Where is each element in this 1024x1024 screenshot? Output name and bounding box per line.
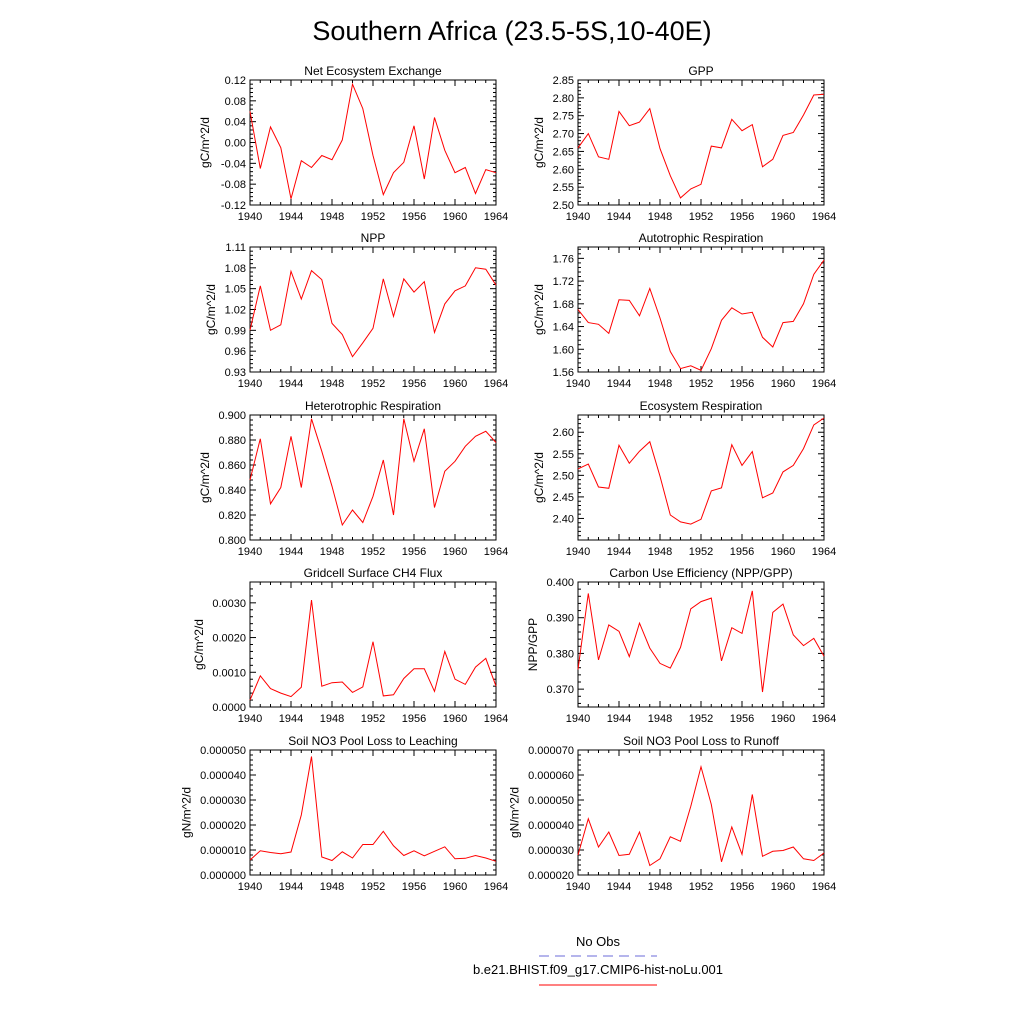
y-tick-label: 0.000030 bbox=[528, 845, 574, 857]
y-axis-label: gC/m^2/d bbox=[198, 117, 212, 168]
x-tick-label: 1944 bbox=[278, 881, 304, 893]
x-tick-label: 1940 bbox=[237, 881, 263, 893]
x-tick-label: 1944 bbox=[606, 713, 632, 725]
y-tick-label: 1.56 bbox=[552, 367, 574, 379]
panel-title: Heterotrophic Respiration bbox=[304, 399, 442, 413]
x-tick-label: 1964 bbox=[483, 713, 509, 725]
y-tick-label: 0.000020 bbox=[200, 820, 246, 832]
y-tick-label: 0.000070 bbox=[528, 745, 574, 757]
x-tick-label: 1964 bbox=[811, 881, 837, 893]
panel-grid bbox=[179, 64, 836, 893]
y-tick-label: 0.900 bbox=[218, 410, 246, 422]
x-tick-label: 1964 bbox=[483, 881, 509, 893]
x-tick-label: 1952 bbox=[688, 881, 714, 893]
series-line bbox=[250, 419, 496, 525]
x-tick-label: 1944 bbox=[278, 546, 304, 558]
series-line bbox=[578, 767, 824, 866]
x-tick-label: 1948 bbox=[647, 713, 673, 725]
x-tick-label: 1944 bbox=[606, 546, 632, 558]
x-tick-label: 1956 bbox=[401, 881, 427, 893]
x-tick-label: 1956 bbox=[729, 881, 755, 893]
x-tick-label: 1944 bbox=[278, 713, 304, 725]
x-tick-label: 1940 bbox=[237, 713, 263, 725]
y-tick-label: 0.000000 bbox=[200, 870, 246, 882]
y-tick-label: 2.65 bbox=[552, 146, 574, 159]
x-tick-label: 1964 bbox=[811, 211, 837, 223]
x-tick-label: 1964 bbox=[483, 378, 509, 390]
y-axis-label: gC/m^2/d bbox=[532, 284, 547, 335]
y-tick-label: 0.370 bbox=[546, 684, 574, 697]
y-tick-label: 2.80 bbox=[552, 92, 574, 105]
x-tick-label: 1964 bbox=[483, 546, 509, 558]
y-tick-label: 0.390 bbox=[546, 612, 574, 625]
y-tick-label: 2.85 bbox=[552, 75, 574, 87]
x-tick-label: 1952 bbox=[688, 546, 714, 558]
y-tick-label: 0.000040 bbox=[200, 770, 246, 782]
chart-panel-9 bbox=[179, 734, 508, 893]
x-tick-label: 1956 bbox=[729, 713, 755, 725]
x-tick-label: 1944 bbox=[278, 378, 304, 390]
y-tick-label: 2.60 bbox=[552, 164, 574, 177]
series-line bbox=[250, 84, 496, 199]
x-tick-label: 1940 bbox=[237, 211, 263, 223]
y-tick-label: 2.55 bbox=[552, 182, 574, 195]
plot-frame bbox=[250, 247, 496, 372]
y-tick-label: 1.72 bbox=[552, 276, 574, 289]
y-tick-label: 0.0000 bbox=[212, 702, 246, 714]
x-tick-label: 1948 bbox=[647, 546, 673, 558]
x-tick-label: 1948 bbox=[647, 211, 673, 223]
x-tick-label: 1940 bbox=[565, 881, 591, 893]
y-tick-label: 0.93 bbox=[224, 367, 246, 379]
x-tick-label: 1940 bbox=[565, 378, 591, 390]
y-tick-label: 2.50 bbox=[552, 470, 574, 483]
y-tick-label: 0.12 bbox=[224, 75, 246, 87]
y-tick-label: 1.64 bbox=[552, 321, 574, 334]
series-line bbox=[578, 591, 824, 692]
y-tick-label: 0.820 bbox=[218, 510, 246, 522]
y-tick-label: 0.000060 bbox=[528, 770, 574, 782]
y-tick-label: 1.68 bbox=[552, 298, 574, 311]
y-tick-label: -0.04 bbox=[220, 158, 246, 171]
x-tick-label: 1940 bbox=[565, 713, 591, 725]
legend bbox=[473, 934, 723, 985]
chart-panel-7 bbox=[192, 566, 508, 725]
x-tick-label: 1964 bbox=[811, 378, 837, 390]
panel-title: Autotrophic Respiration bbox=[638, 231, 764, 245]
y-tick-label: 1.76 bbox=[552, 253, 574, 266]
x-tick-label: 1960 bbox=[442, 713, 468, 725]
y-tick-label: 0.08 bbox=[224, 95, 246, 108]
x-tick-label: 1948 bbox=[319, 546, 345, 558]
x-tick-label: 1956 bbox=[401, 546, 427, 558]
x-tick-label: 1948 bbox=[647, 378, 673, 390]
x-tick-label: 1948 bbox=[319, 881, 345, 893]
x-tick-label: 1960 bbox=[442, 546, 468, 558]
x-tick-label: 1960 bbox=[442, 378, 468, 390]
y-tick-label: 1.08 bbox=[224, 262, 246, 275]
y-tick-label: 0.000010 bbox=[200, 845, 246, 857]
x-tick-label: 1956 bbox=[401, 211, 427, 223]
y-tick-label: 0.96 bbox=[224, 346, 246, 359]
y-axis-label: gC/m^2/d bbox=[532, 117, 547, 168]
x-tick-label: 1940 bbox=[237, 546, 263, 558]
y-tick-label: 0.000020 bbox=[528, 870, 574, 882]
y-tick-label: 0.0010 bbox=[212, 667, 246, 680]
plot-frame bbox=[250, 582, 496, 707]
y-tick-label: 2.75 bbox=[552, 110, 574, 123]
y-tick-label: 1.11 bbox=[225, 242, 246, 254]
y-tick-label: 2.50 bbox=[552, 200, 574, 212]
plot-frame bbox=[578, 415, 824, 540]
x-tick-label: 1956 bbox=[401, 378, 427, 390]
plot-frame bbox=[250, 415, 496, 540]
y-tick-label: 0.800 bbox=[218, 535, 246, 547]
x-tick-label: 1952 bbox=[688, 378, 714, 390]
y-tick-label: 0.380 bbox=[546, 648, 574, 661]
panel-title: NPP bbox=[360, 231, 386, 245]
y-tick-label: 2.70 bbox=[552, 128, 574, 141]
plot-frame bbox=[250, 750, 496, 875]
x-tick-label: 1960 bbox=[770, 881, 796, 893]
x-tick-label: 1960 bbox=[442, 211, 468, 223]
series-line bbox=[578, 94, 824, 198]
y-axis-label: gC/m^2/d bbox=[532, 452, 547, 503]
x-tick-label: 1952 bbox=[360, 881, 386, 893]
series-line bbox=[578, 260, 824, 370]
x-tick-label: 1960 bbox=[770, 713, 796, 725]
x-tick-label: 1944 bbox=[606, 211, 632, 223]
y-tick-label: 0.840 bbox=[218, 485, 246, 497]
y-tick-label: 1.05 bbox=[224, 283, 246, 296]
y-tick-label: 0.000030 bbox=[200, 795, 246, 807]
series-line bbox=[250, 757, 496, 862]
x-tick-label: 1952 bbox=[688, 713, 714, 725]
x-tick-label: 1952 bbox=[688, 211, 714, 223]
y-axis-label: gC/m^2/d bbox=[191, 619, 206, 670]
chart-panel-2 bbox=[532, 64, 836, 223]
panel-title: GPP bbox=[688, 64, 714, 78]
chart-panel-4 bbox=[532, 231, 836, 390]
x-tick-label: 1940 bbox=[237, 378, 263, 390]
panel-title: Soil NO3 Pool Loss to Leaching bbox=[288, 734, 458, 748]
panel-title: Gridcell Surface CH4 Flux bbox=[303, 566, 443, 580]
y-tick-label: 0.00 bbox=[224, 137, 246, 150]
y-axis-label: gC/m^2/d bbox=[198, 452, 212, 503]
x-tick-label: 1940 bbox=[565, 546, 591, 558]
panel-title: Soil NO3 Pool Loss to Runoff bbox=[623, 734, 779, 748]
y-tick-label: -0.08 bbox=[220, 179, 246, 192]
plot-frame bbox=[250, 80, 496, 205]
y-tick-label: 0.0030 bbox=[212, 597, 246, 610]
y-tick-label: 1.02 bbox=[224, 304, 246, 317]
x-tick-label: 1964 bbox=[811, 713, 837, 725]
series-line bbox=[578, 418, 824, 524]
y-tick-label: 0.0020 bbox=[212, 632, 246, 645]
x-tick-label: 1960 bbox=[770, 211, 796, 223]
page-title: Southern Africa (23.5-5S,10-40E) bbox=[312, 16, 712, 46]
x-tick-label: 1964 bbox=[483, 211, 509, 223]
y-tick-label: 2.60 bbox=[552, 427, 574, 440]
y-tick-label: 0.99 bbox=[224, 325, 246, 338]
y-tick-label: -0.12 bbox=[220, 200, 246, 212]
chart-panel-10 bbox=[507, 734, 836, 893]
x-tick-label: 1960 bbox=[770, 546, 796, 558]
y-tick-label: 2.55 bbox=[552, 448, 574, 461]
chart-panel-8 bbox=[526, 566, 836, 725]
y-tick-label: 0.000050 bbox=[200, 745, 246, 757]
x-tick-label: 1944 bbox=[606, 378, 632, 390]
chart-panel-1 bbox=[198, 64, 508, 223]
x-tick-label: 1960 bbox=[442, 881, 468, 893]
chart-panel-6 bbox=[532, 399, 836, 558]
plot-frame bbox=[578, 80, 824, 205]
chart-panel-3 bbox=[204, 231, 508, 390]
x-tick-label: 1960 bbox=[770, 378, 796, 390]
x-tick-label: 1948 bbox=[319, 378, 345, 390]
y-tick-label: 2.40 bbox=[552, 513, 574, 526]
legend-label-no-obs: No Obs bbox=[575, 934, 621, 949]
x-tick-label: 1952 bbox=[360, 211, 386, 223]
y-axis-label: gN/m^2/d bbox=[507, 787, 522, 838]
y-axis-label: gC/m^2/d bbox=[204, 284, 219, 335]
panel-title: Ecosystem Respiration bbox=[639, 399, 763, 413]
x-tick-label: 1964 bbox=[811, 546, 837, 558]
y-tick-label: 0.000050 bbox=[528, 795, 574, 807]
chart-panel-5 bbox=[198, 399, 508, 558]
x-tick-label: 1948 bbox=[319, 713, 345, 725]
x-tick-label: 1952 bbox=[360, 713, 386, 725]
plot-frame bbox=[578, 247, 824, 372]
y-tick-label: 0.400 bbox=[546, 577, 574, 589]
plot-frame bbox=[578, 582, 824, 707]
y-tick-label: 0.000040 bbox=[528, 820, 574, 832]
x-tick-label: 1948 bbox=[647, 881, 673, 893]
y-tick-label: 0.880 bbox=[218, 435, 246, 447]
y-axis-label: NPP/GPP bbox=[526, 617, 540, 672]
x-tick-label: 1952 bbox=[360, 546, 386, 558]
panel-title: Carbon Use Efficiency (NPP/GPP) bbox=[609, 566, 793, 580]
x-tick-label: 1956 bbox=[729, 211, 755, 223]
x-tick-label: 1956 bbox=[729, 378, 755, 390]
x-tick-label: 1952 bbox=[360, 378, 386, 390]
y-tick-label: 1.60 bbox=[552, 344, 574, 357]
series-line bbox=[250, 600, 496, 700]
y-tick-label: 0.04 bbox=[224, 116, 246, 129]
legend-label-model-run: b.e21.BHIST.f09_g17.CMIP6-hist-noLu.001 bbox=[472, 962, 724, 977]
series-line bbox=[250, 268, 496, 357]
x-tick-label: 1948 bbox=[319, 211, 345, 223]
y-tick-label: 0.860 bbox=[218, 460, 246, 472]
x-tick-label: 1944 bbox=[606, 881, 632, 893]
x-tick-label: 1940 bbox=[565, 211, 591, 223]
x-tick-label: 1944 bbox=[278, 211, 304, 223]
x-tick-label: 1956 bbox=[401, 713, 427, 725]
x-tick-label: 1956 bbox=[729, 546, 755, 558]
panel-title: Net Ecosystem Exchange bbox=[304, 64, 442, 78]
y-tick-label: 2.45 bbox=[552, 491, 574, 504]
y-axis-label: gN/m^2/d bbox=[179, 787, 194, 838]
